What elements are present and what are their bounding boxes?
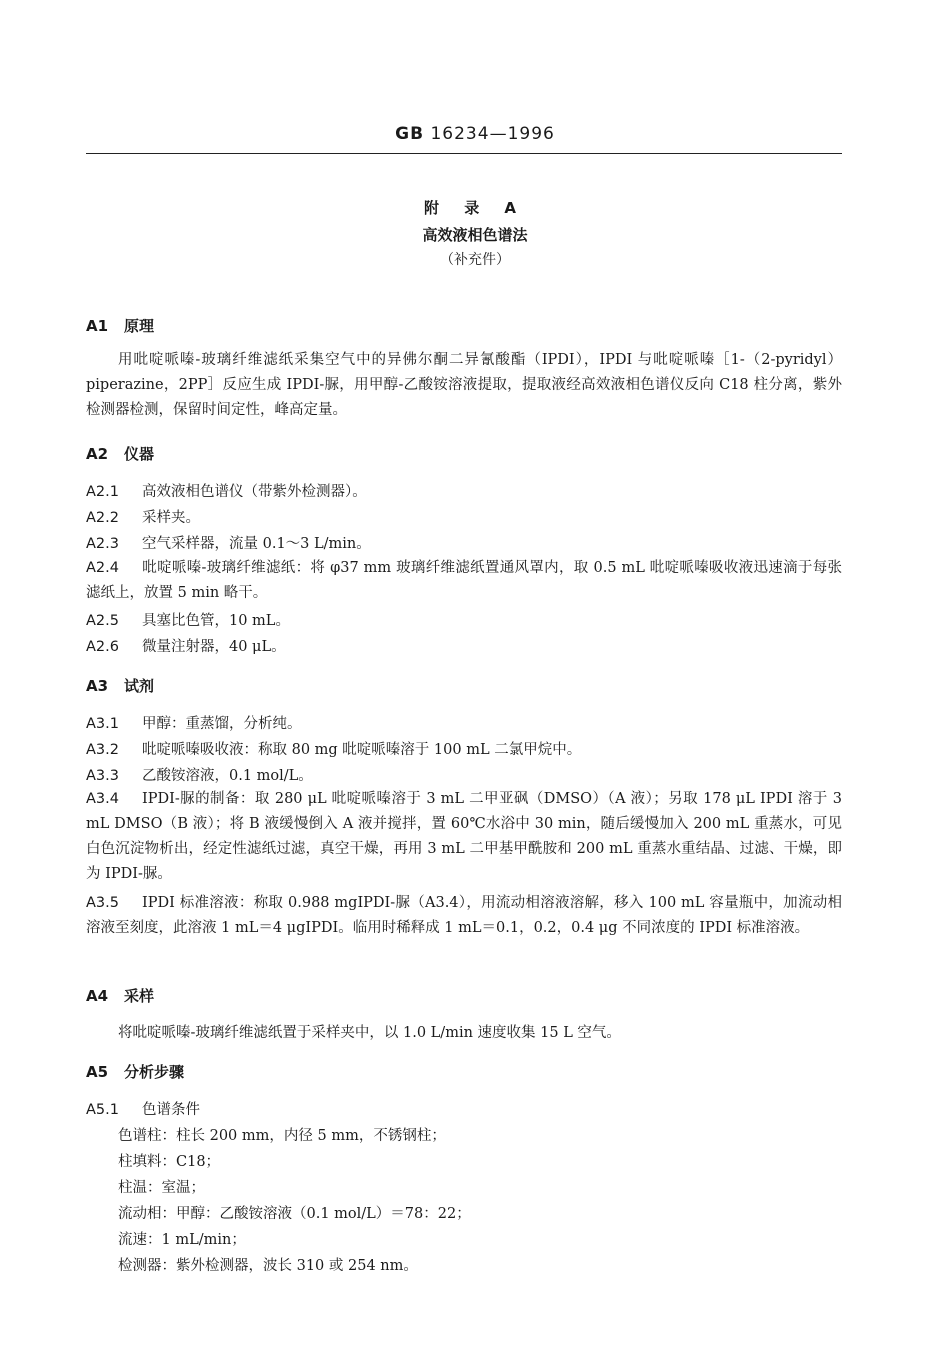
item-number: A3.2 bbox=[86, 742, 119, 758]
item-number: A3.4 bbox=[86, 791, 119, 807]
appendix-note: （补充件） bbox=[440, 252, 510, 268]
item-text: 乙酸铵溶液，0.1 mol/L。 bbox=[142, 768, 313, 784]
list-item bbox=[86, 764, 313, 785]
item-text: 空气采样器，流量 0.1～3 L/min。 bbox=[142, 536, 371, 552]
appendix-title: 高效液相色谱法 bbox=[422, 226, 528, 244]
section-number: A5 bbox=[86, 1063, 109, 1081]
item-text: 采样夹。 bbox=[142, 510, 200, 526]
section-a1-text: 用吡啶哌嗪-玻璃纤维滤纸采集空气中的异佛尔酮二异氰酸酯（IPDI），IPDI 与吡啶哌嗪［1-（2-pyridyl）piperazine，2PP］反应生成 IPDI-脲，用甲醇-乙酸铵溶液提取，提取液经高效液相色谱仪反向 C18 柱分离，紫外检测器检测，保留时间定性，峰高定量。 bbox=[86, 352, 842, 418]
section-title: 分析步骤 bbox=[124, 1063, 185, 1081]
subsection-a5-1 bbox=[86, 1098, 200, 1119]
item-text: IPDI 标准溶液：称取 0.988 mgIPDI-脲（A3.4），用流动相溶液溶解，移入 100 mL 容量瓶中，加流动相溶液至刻度，此溶液 1 mL＝4 μgIPDI。临用时稀释成 1 mL＝0.1，0.2，0.4 μg 不同浓度的 IPDI 标准溶液。 bbox=[86, 895, 842, 936]
item-number: A2.2 bbox=[86, 510, 119, 526]
list-item bbox=[86, 891, 842, 941]
list-item bbox=[86, 556, 842, 606]
header-divider bbox=[86, 153, 842, 154]
section-a4-text: 将吡啶哌嗪-玻璃纤维滤纸置于采样夹中，以 1.0 L/min 速度收集 15 L 空气。 bbox=[118, 1025, 621, 1041]
condition-line: 流速：1 mL/min； bbox=[118, 1232, 246, 1248]
standard-code bbox=[0, 124, 950, 144]
list-item bbox=[86, 506, 200, 527]
section-number: A4 bbox=[86, 987, 109, 1005]
item-number: A2.4 bbox=[86, 560, 119, 576]
item-text: 微量注射器，40 μL。 bbox=[142, 639, 286, 655]
section-title: 采样 bbox=[124, 987, 155, 1005]
standard-prefix: GB bbox=[395, 124, 425, 144]
item-text: 色谱条件 bbox=[142, 1102, 200, 1118]
section-a3-heading bbox=[86, 675, 154, 696]
list-item bbox=[86, 787, 842, 887]
section-a2-heading bbox=[86, 443, 154, 464]
list-item bbox=[86, 480, 367, 501]
standard-number: 16234—1996 bbox=[430, 124, 555, 144]
item-number: A3.3 bbox=[86, 768, 119, 784]
section-a5-heading bbox=[86, 1061, 184, 1082]
item-number: A2.3 bbox=[86, 536, 119, 552]
item-number: A2.1 bbox=[86, 484, 119, 500]
list-item bbox=[86, 635, 286, 656]
item-number: A3.1 bbox=[86, 716, 119, 732]
list-item bbox=[86, 738, 581, 759]
section-a1-heading bbox=[86, 315, 154, 336]
condition-line: 柱温：室温； bbox=[118, 1180, 205, 1196]
list-item bbox=[86, 712, 302, 733]
condition-line: 流动相：甲醇：乙酸铵溶液（0.1 mol/L）＝78：22； bbox=[118, 1206, 471, 1222]
section-a4-heading bbox=[86, 985, 154, 1006]
item-number: A3.5 bbox=[86, 895, 119, 911]
section-title: 原理 bbox=[124, 317, 155, 335]
section-number: A3 bbox=[86, 677, 109, 695]
item-number: A2.6 bbox=[86, 639, 119, 655]
item-number: A5.1 bbox=[86, 1102, 119, 1118]
section-title: 试剂 bbox=[124, 677, 155, 695]
section-number: A1 bbox=[86, 317, 109, 335]
item-text: 吡啶哌嗪吸收液：称取 80 mg 吡啶哌嗪溶于 100 mL 二氯甲烷中。 bbox=[142, 742, 582, 758]
item-text: 甲醇：重蒸馏，分析纯。 bbox=[142, 716, 302, 732]
list-item bbox=[86, 532, 371, 553]
section-title: 仪器 bbox=[124, 445, 155, 463]
appendix-label: 附 录 A bbox=[423, 199, 527, 217]
item-text: 吡啶哌嗪-玻璃纤维滤纸：将 φ37 mm 玻璃纤维滤纸置通风罩内，取 0.5 mL 吡啶哌嗪吸收液迅速滴于每张滤纸上，放置 5 min 略干。 bbox=[86, 560, 842, 601]
condition-line: 检测器：紫外检测器，波长 310 或 254 nm。 bbox=[118, 1258, 418, 1274]
item-text: 高效液相色谱仪（带紫外检测器）。 bbox=[142, 484, 367, 500]
section-number: A2 bbox=[86, 445, 109, 463]
condition-line: 柱填料：C18； bbox=[118, 1154, 221, 1170]
condition-line: 色谱柱：柱长 200 mm，内径 5 mm，不锈钢柱； bbox=[118, 1128, 446, 1144]
item-text: 具塞比色管，10 mL。 bbox=[142, 613, 290, 629]
list-item bbox=[86, 609, 290, 630]
item-text: IPDI-脲的制备：取 280 μL 吡啶哌嗪溶于 3 mL 二甲亚砜（DMSO）（A 液）；另取 178 μL IPDI 溶于 3 mL DMSO（B 液）；将 B 液缓慢倒入 A 液并搅拌，置 60℃水浴中 30 min，随后缓慢加入 200 mL 重蒸水，可见白色沉淀物析出，经定性滤纸过滤，真空干燥，再用 3 mL 二甲基甲酰胺和 200 mL 重蒸水重结晶、过滤、干燥，即为 IPDI-脲。 bbox=[86, 791, 842, 882]
item-number: A2.5 bbox=[86, 613, 119, 629]
